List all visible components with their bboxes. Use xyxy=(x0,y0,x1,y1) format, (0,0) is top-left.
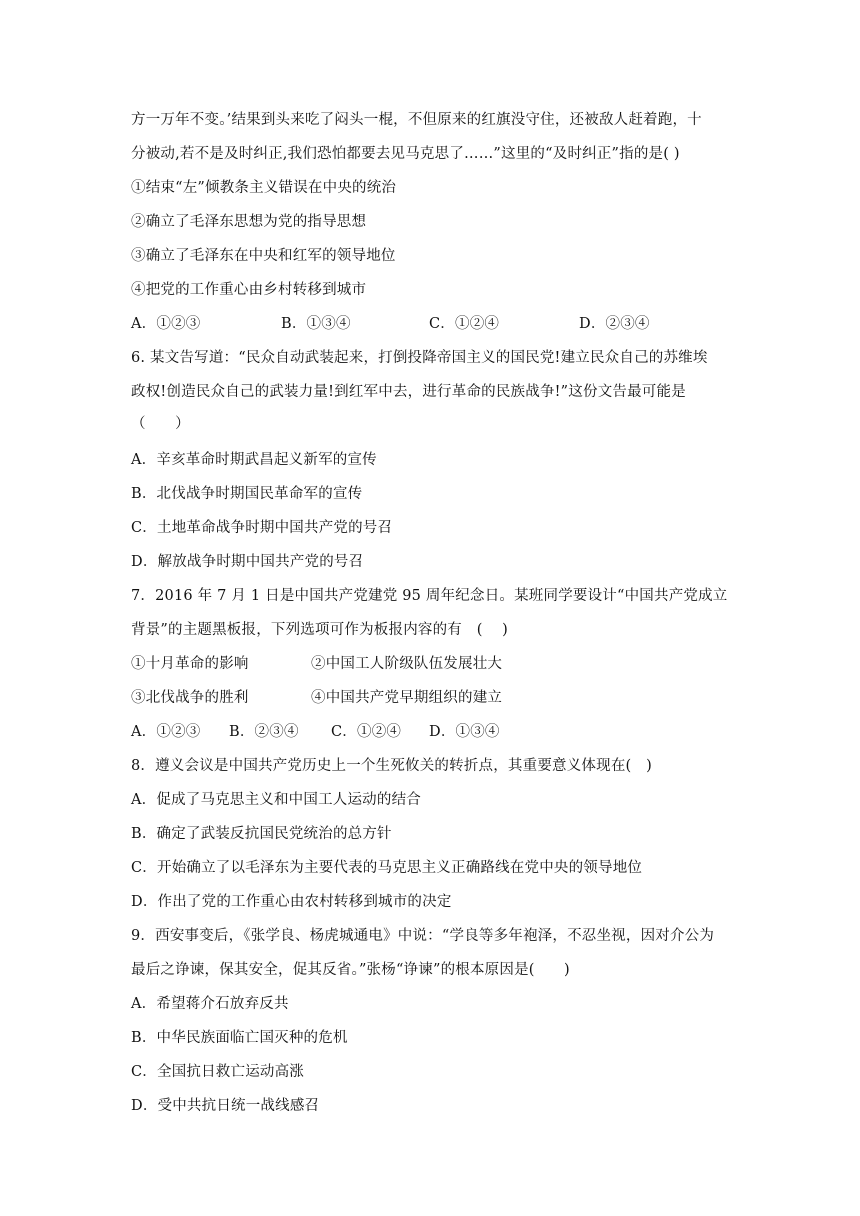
question-7-option-a: A．①②③ xyxy=(131,724,201,740)
question-6-option-d: D．解放战争时期中国共产党的号召 xyxy=(131,554,364,570)
question-7-stem-line-1: 7．2016 年 7 月 1 日是中国共产党建党 95 周年纪念日。某班同学要设计“中国共产党成立 xyxy=(131,588,728,604)
question-9-stem-line-2: 最后之诤谏，保其安全，促其反省。”张杨“诤谏”的根本原因是( ) xyxy=(131,962,570,978)
question-9-option-a: A．希望蒋介石放弃反共 xyxy=(131,996,289,1012)
question-8-option-b: B．确定了武装反抗国民党统治的总方针 xyxy=(131,826,392,842)
question-5-item-4: ④把党的工作重心由乡村转移到城市 xyxy=(131,282,367,298)
question-5-option-c: C．①②④ xyxy=(429,316,500,332)
question-5-item-2: ②确立了毛泽东思想为党的指导思想 xyxy=(131,214,367,230)
question-5-item-3: ③确立了毛泽东在中央和红军的领导地位 xyxy=(131,248,396,264)
question-5-text-line-2: 分被动,若不是及时纠正,我们恐怕都要去见马克思了……”这里的“及时纠正”指的是( ) xyxy=(131,146,680,162)
question-5-option-a: A．①②③ xyxy=(131,316,201,332)
question-7-item-4: ④中国共产党早期组织的建立 xyxy=(311,690,503,706)
question-7-item-2: ②中国工人阶级队伍发展壮大 xyxy=(311,656,503,672)
question-9-option-c: C．全国抗日救亡运动高涨 xyxy=(131,1064,304,1080)
question-6-option-b: B．北伐战争时期国民革命军的宣传 xyxy=(131,486,363,502)
question-6-answer-blank: （ ） xyxy=(131,416,190,432)
question-6-option-c: C．土地革命战争时期中国共产党的号召 xyxy=(131,520,393,536)
question-7-item-1: ①十月革命的影响 xyxy=(131,656,249,672)
question-5-option-d: D．②③④ xyxy=(579,316,650,332)
question-8-option-a: A．促成了马克思主义和中国工人运动的结合 xyxy=(131,792,421,808)
question-7-stem-line-2: 背景”的主题黑板报，下列选项可作为板报内容的有 ( ) xyxy=(131,622,508,638)
question-6-option-a: A．辛亥革命时期武昌起义新军的宣传 xyxy=(131,452,377,468)
question-5-text-line-1: 方一万年不变。’结果到头来吃了闷头一棍，不但原来的红旗没守住，还被敌人赶着跑，十 xyxy=(131,112,702,128)
question-8-stem: 8．遵义会议是中国共产党历史上一个生死攸关的转折点，其重要意义体现在( ) xyxy=(131,758,652,774)
question-8-option-d: D．作出了党的工作重心由农村转移到城市的决定 xyxy=(131,894,452,910)
question-6-stem-line-2: 政权!创造民众自己的武装力量!到红军中去，进行革命的民族战争!”这份文告最可能是 xyxy=(131,384,686,400)
question-7-option-c: C．①②④ xyxy=(331,724,402,740)
question-9-option-b: B．中华民族面临亡国灭种的危机 xyxy=(131,1030,348,1046)
question-7-item-3: ③北伐战争的胜利 xyxy=(131,690,249,706)
question-5-item-1: ①结束“左”倾教条主义错误在中央的统治 xyxy=(131,180,397,196)
question-9-stem-line-1: 9．西安事变后，《张学良、杨虎城通电》中说：“学良等多年袍泽，不忍坐视，因对介公为 xyxy=(131,928,715,944)
question-7-option-b: B．②③④ xyxy=(229,724,299,740)
question-9-option-d: D．受中共抗日统一战线感召 xyxy=(131,1098,320,1114)
question-6-stem-line-1: 6. 某文告写道：“民众自动武装起来，打倒投降帝国主义的国民党!建立民众自己的苏维埃 xyxy=(131,350,708,366)
question-5-option-b: B．①③④ xyxy=(281,316,351,332)
question-8-option-c: C．开始确立了以毛泽东为主要代表的马克思主义正确路线在党中央的领导地位 xyxy=(131,860,643,876)
question-7-option-d: D．①③④ xyxy=(429,724,500,740)
